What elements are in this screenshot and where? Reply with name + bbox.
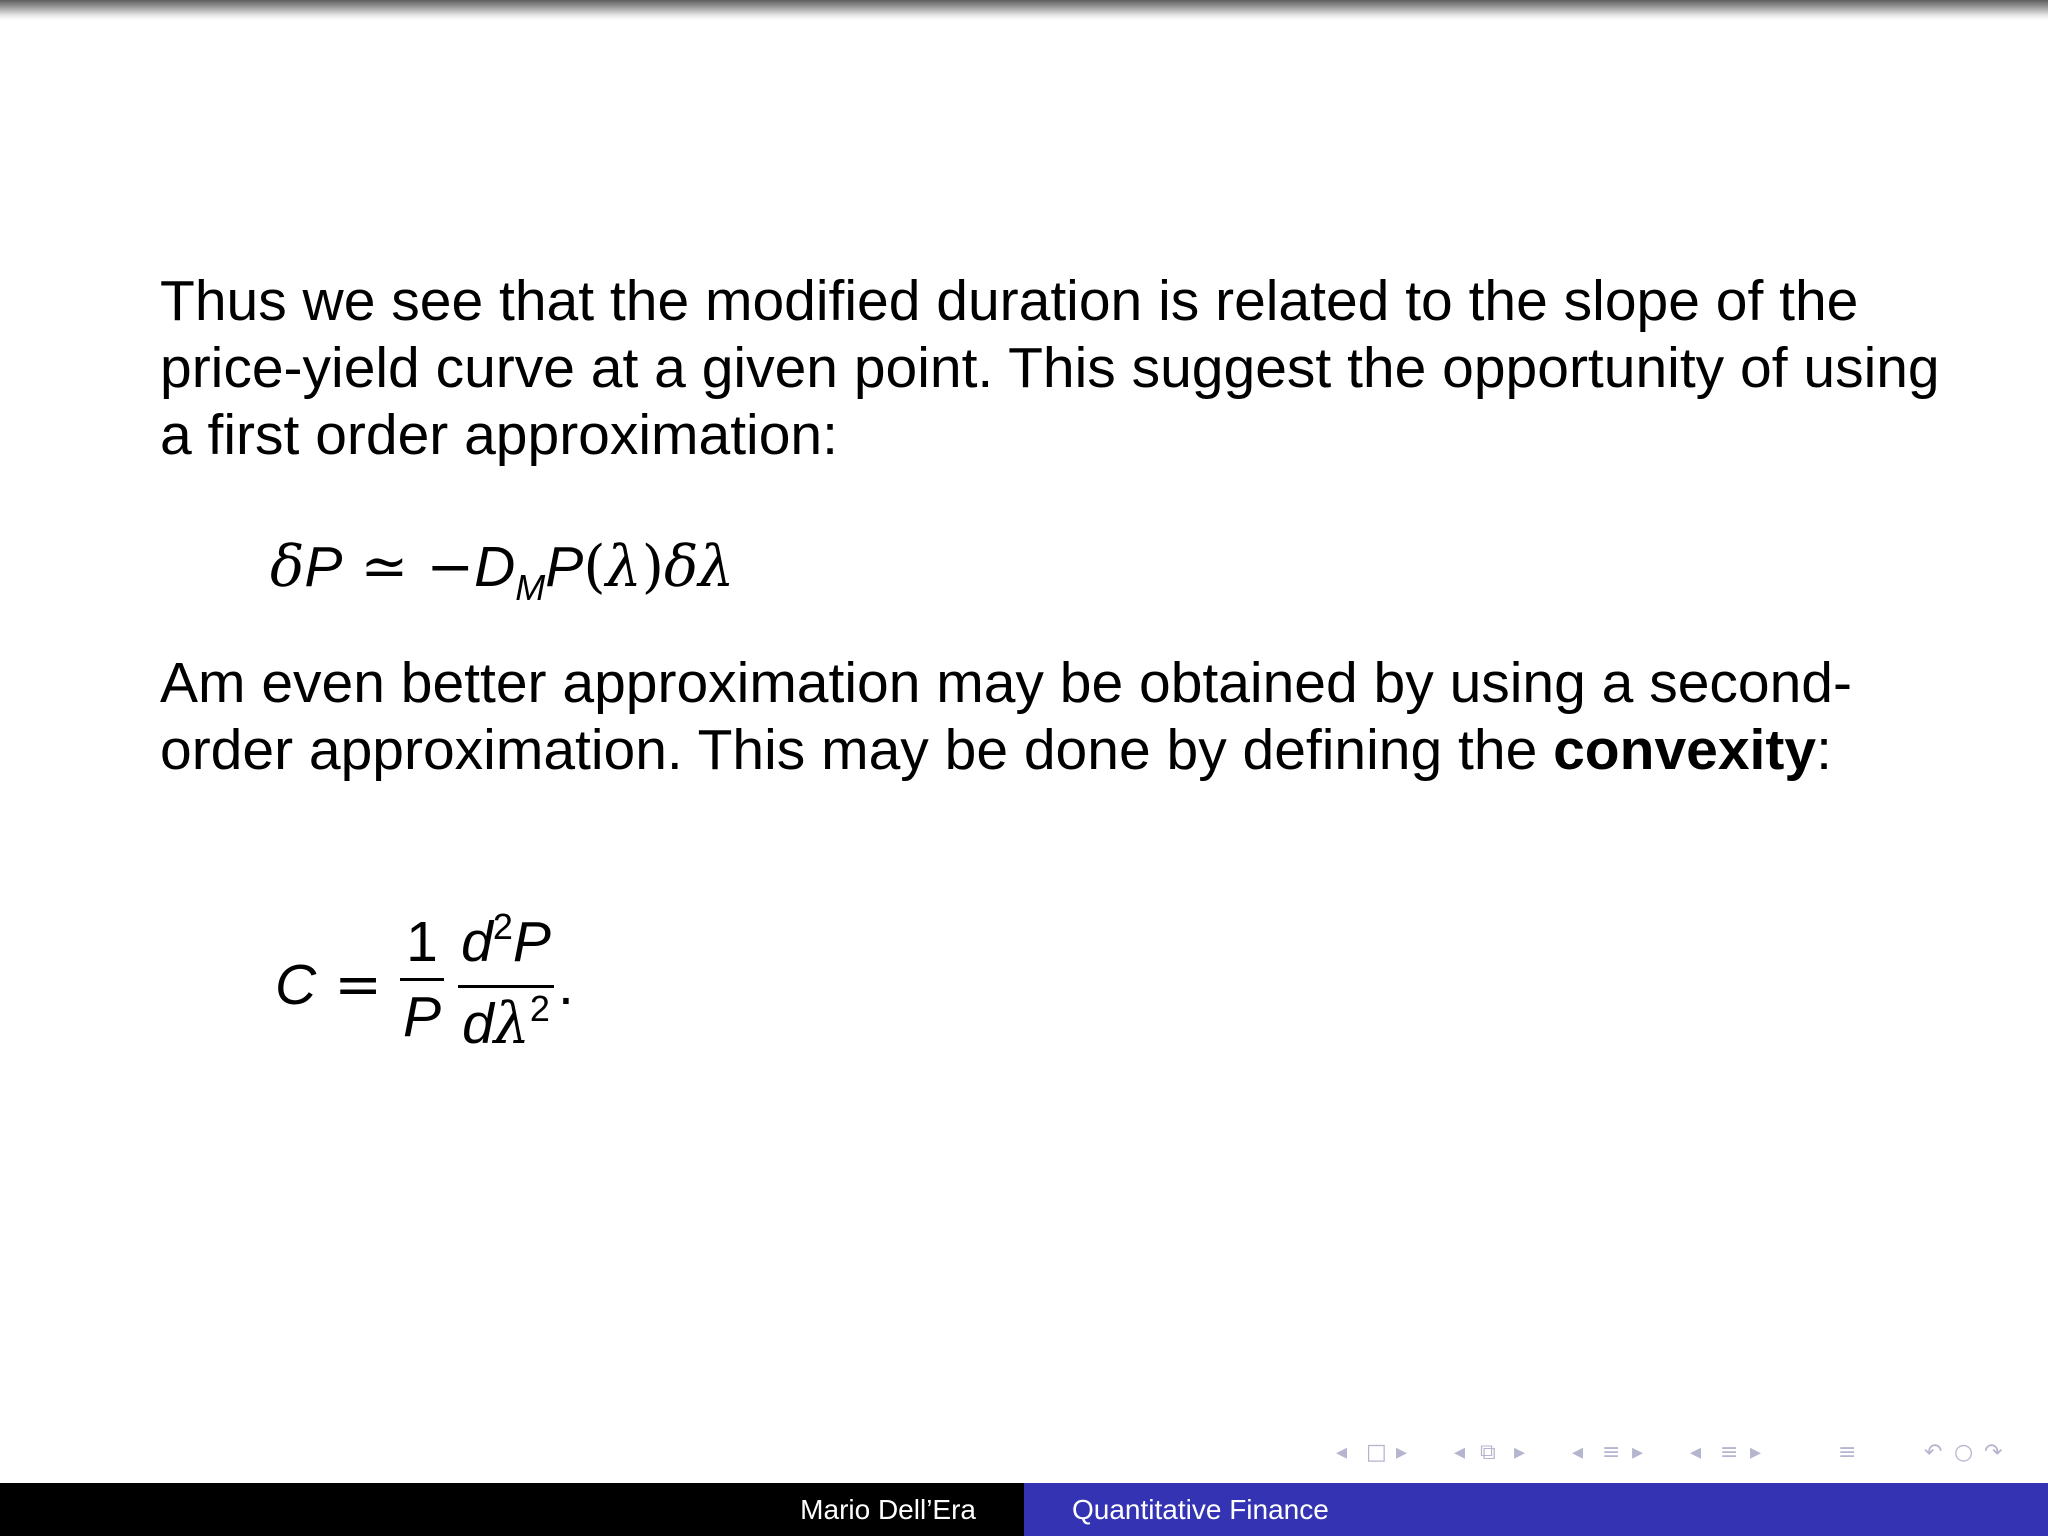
eq1-paren-open: (: [583, 534, 606, 600]
eq2-num-sup: 2: [492, 906, 513, 947]
paragraph-modified-duration: Thus we see that the modified duration is related to the slope of the price-yield curve at a given point. This suggest the opportunity of using a first order approximation:: [160, 269, 1940, 467]
eq2-frac2-denominator: [458, 988, 554, 1063]
beamer-navigation-bar: [1330, 1436, 2030, 1470]
eq1-approx: ≃ −: [342, 534, 475, 600]
eq2-frac1-bar: [400, 978, 444, 981]
nav-subsection-icon[interactable]: ⧉: [1480, 1440, 1496, 1465]
equation-first-order-approximation: [270, 532, 734, 609]
eq2-frac1-denominator: P: [402, 985, 442, 1049]
nav-forward-icon[interactable]: ↷: [1984, 1440, 2003, 1465]
nav-prev-document-icon[interactable]: ◂: [1690, 1440, 1702, 1465]
eq2-frac2-numerator: [458, 906, 554, 981]
eq2-C: C: [275, 953, 317, 1017]
nav-back-icon[interactable]: ↶: [1924, 1440, 1943, 1465]
eq1-lambda: λ: [605, 534, 642, 600]
eq2-fraction-1-over-P: [400, 910, 444, 1049]
footer-title: Quantitative Finance: [1024, 1483, 2048, 1536]
eq1-P: P: [304, 535, 343, 599]
eq2-num-P: P: [512, 910, 551, 974]
paragraph-convexity: [160, 650, 1960, 784]
eq2-frac1-numerator: 1: [406, 910, 438, 974]
nav-next-section-icon[interactable]: ▸: [1632, 1440, 1644, 1465]
para2-text: Am even better approximation may be obtained by using a second-order approximation. This may be done by defining the: [160, 651, 1852, 782]
top-shadow: [0, 0, 2048, 20]
eq2-num-d: d: [461, 910, 493, 974]
eq1-D: D: [474, 535, 516, 599]
para2-colon: :: [1816, 718, 1832, 782]
eq1-P2: P: [545, 535, 584, 599]
eq2-den-lambda: λ: [493, 991, 530, 1057]
eq2-period: .: [558, 953, 574, 1017]
nav-next-frame-icon[interactable]: ▸: [1396, 1440, 1408, 1465]
nav-prev-subsection-icon[interactable]: ◂: [1454, 1440, 1466, 1465]
eq2-den-d: d: [462, 992, 494, 1056]
eq1-paren-close: ): [641, 534, 664, 600]
eq2-lhs: [275, 950, 382, 1020]
nav-next-subsection-icon[interactable]: ▸: [1514, 1440, 1526, 1465]
footer: [0, 1483, 2048, 1536]
nav-section-icon[interactable]: ≡: [1602, 1440, 1621, 1465]
nav-search-icon[interactable]: ○: [1954, 1440, 1974, 1465]
nav-prev-section-icon[interactable]: ◂: [1572, 1440, 1584, 1465]
eq2-den-sup: 2: [529, 988, 550, 1029]
nav-next-document-icon[interactable]: ▸: [1750, 1440, 1762, 1465]
eq2-fraction-second-derivative: [458, 906, 554, 1063]
nav-prev-frame-icon[interactable]: ◂: [1336, 1440, 1348, 1465]
eq2-equals: =: [316, 952, 383, 1018]
footer-author: Mario Dell’Era: [0, 1483, 1024, 1536]
eq1-delta: δ: [270, 534, 305, 600]
eq1-delta2: δ: [663, 534, 699, 600]
nav-document-icon[interactable]: ≡: [1720, 1440, 1739, 1465]
eq1-lambda2: λ: [698, 534, 735, 600]
eq1-subscript-M: M: [515, 567, 546, 608]
nav-frame-icon[interactable]: □: [1366, 1440, 1387, 1465]
nav-appendix-icon[interactable]: ≡: [1838, 1440, 1857, 1465]
convexity-term: convexity: [1553, 718, 1817, 782]
